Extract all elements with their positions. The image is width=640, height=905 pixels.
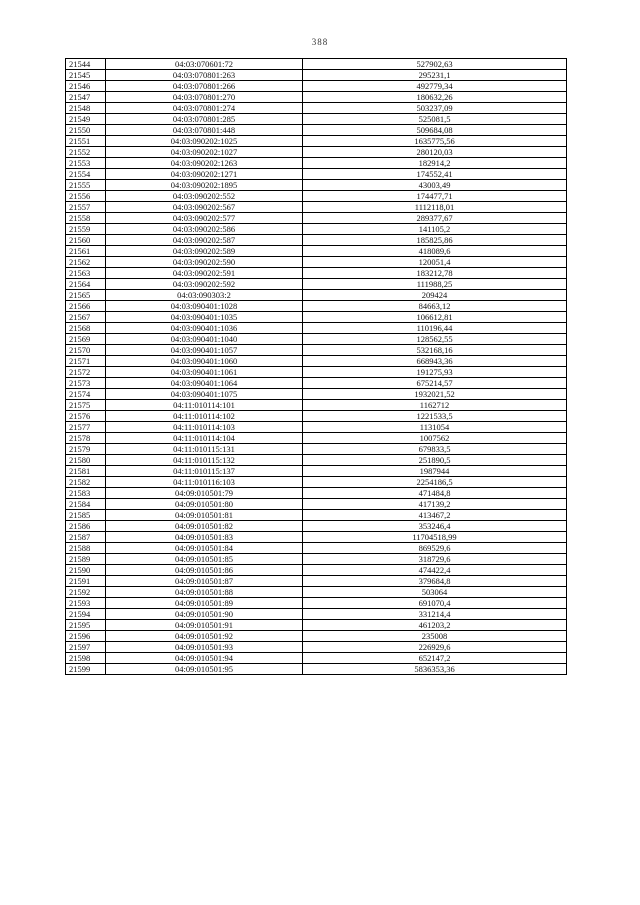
value-cell: 185825,86 [303,235,567,246]
table-row [66,488,567,499]
cadastral-number-cell: 04:03:090202:567 [106,202,303,213]
value-cell: 679833,5 [303,444,567,455]
cadastral-number-cell: 04:03:090303:2 [106,290,303,301]
value-cell: 182914,2 [303,158,567,169]
cadastral-number-cell: 04:03:090401:1057 [106,345,303,356]
row-number-cell: 21553 [66,158,106,169]
page-number: 388 [311,37,329,47]
row-number-cell: 21569 [66,334,106,345]
cadastral-number-cell: 04:03:070601:72 [106,59,303,70]
value-cell: 331214,4 [303,609,567,620]
row-number-cell: 21568 [66,323,106,334]
row-number-cell: 21566 [66,301,106,312]
table-row [66,664,567,675]
row-number-cell: 21548 [66,103,106,114]
row-number-cell: 21574 [66,389,106,400]
cadastral-number-cell: 04:11:010114:104 [106,433,303,444]
cadastral-number-cell: 04:03:090202:1895 [106,180,303,191]
table-row [66,521,567,532]
table-row [66,103,567,114]
row-number-cell: 21550 [66,125,106,136]
cadastral-number-cell: 04:09:010501:83 [106,532,303,543]
table-row [66,543,567,554]
row-number-cell: 21595 [66,620,106,631]
row-number-cell: 21587 [66,532,106,543]
table-row [66,455,567,466]
row-number-cell: 21576 [66,411,106,422]
cadastre-table [65,58,567,675]
table-row [66,301,567,312]
row-number-cell: 21546 [66,81,106,92]
value-cell: 353246,4 [303,521,567,532]
row-number-cell: 21554 [66,169,106,180]
row-number-cell: 21575 [66,400,106,411]
row-number-cell: 21572 [66,367,106,378]
table-row [66,191,567,202]
row-number-cell: 21570 [66,345,106,356]
table-row [66,158,567,169]
cadastral-number-cell: 04:03:070801:270 [106,92,303,103]
value-cell: 532168,16 [303,345,567,356]
table-row [66,136,567,147]
table-row [66,587,567,598]
value-cell: 1007562 [303,433,567,444]
value-cell: 503064 [303,587,567,598]
cadastral-number-cell: 04:03:090401:1061 [106,367,303,378]
cadastral-number-cell: 04:03:090202:590 [106,257,303,268]
table-row [66,345,567,356]
cadastral-number-cell: 04:11:010115:137 [106,466,303,477]
value-cell: 1131054 [303,422,567,433]
value-cell: 289377,67 [303,213,567,224]
row-number-cell: 21558 [66,213,106,224]
table-row [66,367,567,378]
value-cell: 525081,5 [303,114,567,125]
table-row [66,565,567,576]
value-cell: 1112118,01 [303,202,567,213]
row-number-cell: 21580 [66,455,106,466]
row-number-cell: 21590 [66,565,106,576]
table-row [66,378,567,389]
value-cell: 120051,4 [303,257,567,268]
table-row [66,411,567,422]
value-cell: 1932021,52 [303,389,567,400]
cadastral-number-cell: 04:03:090202:577 [106,213,303,224]
table-row [66,433,567,444]
cadastral-number-cell: 04:11:010116:103 [106,477,303,488]
row-number-cell: 21584 [66,499,106,510]
cadastral-number-cell: 04:09:010501:94 [106,653,303,664]
table-row [66,499,567,510]
value-cell: 251890,5 [303,455,567,466]
cadastral-number-cell: 04:09:010501:82 [106,521,303,532]
value-cell: 492779,34 [303,81,567,92]
value-cell: 691070,4 [303,598,567,609]
cadastral-number-cell: 04:09:010501:79 [106,488,303,499]
value-cell: 2254186,5 [303,477,567,488]
value-cell: 417139,2 [303,499,567,510]
row-number-cell: 21586 [66,521,106,532]
cadastral-number-cell: 04:03:070801:274 [106,103,303,114]
table-row [66,444,567,455]
table-row [66,257,567,268]
table-row [66,235,567,246]
value-cell: 11704518,99 [303,532,567,543]
cadastral-number-cell: 04:11:010114:101 [106,400,303,411]
cadastral-number-cell: 04:09:010501:93 [106,642,303,653]
table-row [66,356,567,367]
row-number-cell: 21591 [66,576,106,587]
table-row [66,180,567,191]
value-cell: 471484,8 [303,488,567,499]
value-cell: 652147,2 [303,653,567,664]
table-row [66,389,567,400]
table-row [66,169,567,180]
row-number-cell: 21556 [66,191,106,202]
table-row [66,422,567,433]
row-number-cell: 21582 [66,477,106,488]
cadastral-number-cell: 04:11:010115:131 [106,444,303,455]
value-cell: 191275,93 [303,367,567,378]
row-number-cell: 21589 [66,554,106,565]
table-row [66,81,567,92]
table-row [66,224,567,235]
value-cell: 668943,36 [303,356,567,367]
value-cell: 280120,03 [303,147,567,158]
row-number-cell: 21565 [66,290,106,301]
value-cell: 84663,12 [303,301,567,312]
table-row [66,70,567,81]
value-cell: 474422,4 [303,565,567,576]
row-number-cell: 21594 [66,609,106,620]
cadastral-number-cell: 04:09:010501:87 [106,576,303,587]
row-number-cell: 21545 [66,70,106,81]
value-cell: 1635775,56 [303,136,567,147]
table-row [66,114,567,125]
value-cell: 869529,6 [303,543,567,554]
cadastral-number-cell: 04:09:010501:91 [106,620,303,631]
table-row [66,92,567,103]
value-cell: 235008 [303,631,567,642]
row-number-cell: 21564 [66,279,106,290]
row-number-cell: 21597 [66,642,106,653]
cadastral-number-cell: 04:11:010114:103 [106,422,303,433]
value-cell: 1162712 [303,400,567,411]
value-cell: 1221533,5 [303,411,567,422]
row-number-cell: 21561 [66,246,106,257]
cadastral-number-cell: 04:03:070801:448 [106,125,303,136]
cadastral-number-cell: 04:09:010501:80 [106,499,303,510]
value-cell: 43003,49 [303,180,567,191]
row-number-cell: 21549 [66,114,106,125]
cadastral-number-cell: 04:03:090202:587 [106,235,303,246]
table-body [66,59,567,675]
table-row [66,59,567,70]
cadastral-number-cell: 04:09:010501:84 [106,543,303,554]
row-number-cell: 21547 [66,92,106,103]
table-row [66,312,567,323]
table-row [66,598,567,609]
cadastral-number-cell: 04:03:090202:1025 [106,136,303,147]
value-cell: 418089,6 [303,246,567,257]
value-cell: 503237,09 [303,103,567,114]
cadastral-number-cell: 04:03:090401:1075 [106,389,303,400]
value-cell: 141105,2 [303,224,567,235]
value-cell: 106612,81 [303,312,567,323]
table-row [66,532,567,543]
row-number-cell: 21560 [66,235,106,246]
row-number-cell: 21593 [66,598,106,609]
row-number-cell: 21557 [66,202,106,213]
cadastral-number-cell: 04:03:070801:266 [106,81,303,92]
value-cell: 527902,63 [303,59,567,70]
cadastral-number-cell: 04:09:010501:86 [106,565,303,576]
cadastral-number-cell: 04:03:090401:1035 [106,312,303,323]
table-row [66,631,567,642]
table-row [66,147,567,158]
table-row [66,554,567,565]
cadastral-number-cell: 04:03:090202:592 [106,279,303,290]
value-cell: 110196,44 [303,323,567,334]
row-number-cell: 21551 [66,136,106,147]
table-row [66,213,567,224]
table-row [66,268,567,279]
cadastral-number-cell: 04:03:090202:586 [106,224,303,235]
table-row [66,609,567,620]
table-row [66,620,567,631]
row-number-cell: 21596 [66,631,106,642]
row-number-cell: 21559 [66,224,106,235]
cadastral-number-cell: 04:09:010501:89 [106,598,303,609]
cadastral-number-cell: 04:03:090202:591 [106,268,303,279]
table-row [66,466,567,477]
table-row [66,642,567,653]
table-row [66,323,567,334]
value-cell: 461203,2 [303,620,567,631]
value-cell: 128562,55 [303,334,567,345]
value-cell: 318729,6 [303,554,567,565]
row-number-cell: 21552 [66,147,106,158]
row-number-cell: 21567 [66,312,106,323]
row-number-cell: 21555 [66,180,106,191]
row-number-cell: 21592 [66,587,106,598]
cadastral-number-cell: 04:03:090401:1040 [106,334,303,345]
value-cell: 675214,57 [303,378,567,389]
cadastral-number-cell: 04:09:010501:95 [106,664,303,675]
cadastral-number-cell: 04:11:010114:102 [106,411,303,422]
table-row [66,202,567,213]
value-cell: 209424 [303,290,567,301]
cadastral-number-cell: 04:09:010501:92 [106,631,303,642]
value-cell: 174477,71 [303,191,567,202]
cadastral-number-cell: 04:03:090401:1036 [106,323,303,334]
row-number-cell: 21585 [66,510,106,521]
cadastral-number-cell: 04:03:090401:1028 [106,301,303,312]
cadastral-number-cell: 04:11:010115:132 [106,455,303,466]
row-number-cell: 21588 [66,543,106,554]
cadastral-number-cell: 04:03:090401:1064 [106,378,303,389]
table-row [66,653,567,664]
value-cell: 1987944 [303,466,567,477]
value-cell: 180632,26 [303,92,567,103]
row-number-cell: 21583 [66,488,106,499]
cadastral-number-cell: 04:03:090202:1271 [106,169,303,180]
table-row [66,334,567,345]
table-row [66,290,567,301]
cadastral-number-cell: 04:09:010501:81 [106,510,303,521]
cadastral-number-cell: 04:03:090202:589 [106,246,303,257]
row-number-cell: 21573 [66,378,106,389]
row-number-cell: 21598 [66,653,106,664]
row-number-cell: 21579 [66,444,106,455]
row-number-cell: 21581 [66,466,106,477]
table-row [66,576,567,587]
value-cell: 111988,25 [303,279,567,290]
row-number-cell: 21571 [66,356,106,367]
value-cell: 509684,08 [303,125,567,136]
cadastral-number-cell: 04:09:010501:90 [106,609,303,620]
row-number-cell: 21563 [66,268,106,279]
row-number-cell: 21577 [66,422,106,433]
row-number-cell: 21599 [66,664,106,675]
value-cell: 226929,6 [303,642,567,653]
cadastral-number-cell: 04:03:090202:1263 [106,158,303,169]
cadastral-number-cell: 04:03:070801:285 [106,114,303,125]
table-row [66,279,567,290]
table-row [66,125,567,136]
table-row [66,246,567,257]
row-number-cell: 21562 [66,257,106,268]
value-cell: 295231,1 [303,70,567,81]
cadastral-number-cell: 04:03:070801:263 [106,70,303,81]
value-cell: 413467,2 [303,510,567,521]
table-row [66,400,567,411]
value-cell: 5836353,36 [303,664,567,675]
value-cell: 183212,78 [303,268,567,279]
cadastral-number-cell: 04:03:090401:1060 [106,356,303,367]
cadastral-number-cell: 04:09:010501:88 [106,587,303,598]
cadastral-number-cell: 04:09:010501:85 [106,554,303,565]
row-number-cell: 21544 [66,59,106,70]
row-number-cell: 21578 [66,433,106,444]
table-row [66,510,567,521]
value-cell: 379684,8 [303,576,567,587]
cadastral-number-cell: 04:03:090202:1027 [106,147,303,158]
value-cell: 174552,41 [303,169,567,180]
table-row [66,477,567,488]
cadastral-number-cell: 04:03:090202:552 [106,191,303,202]
